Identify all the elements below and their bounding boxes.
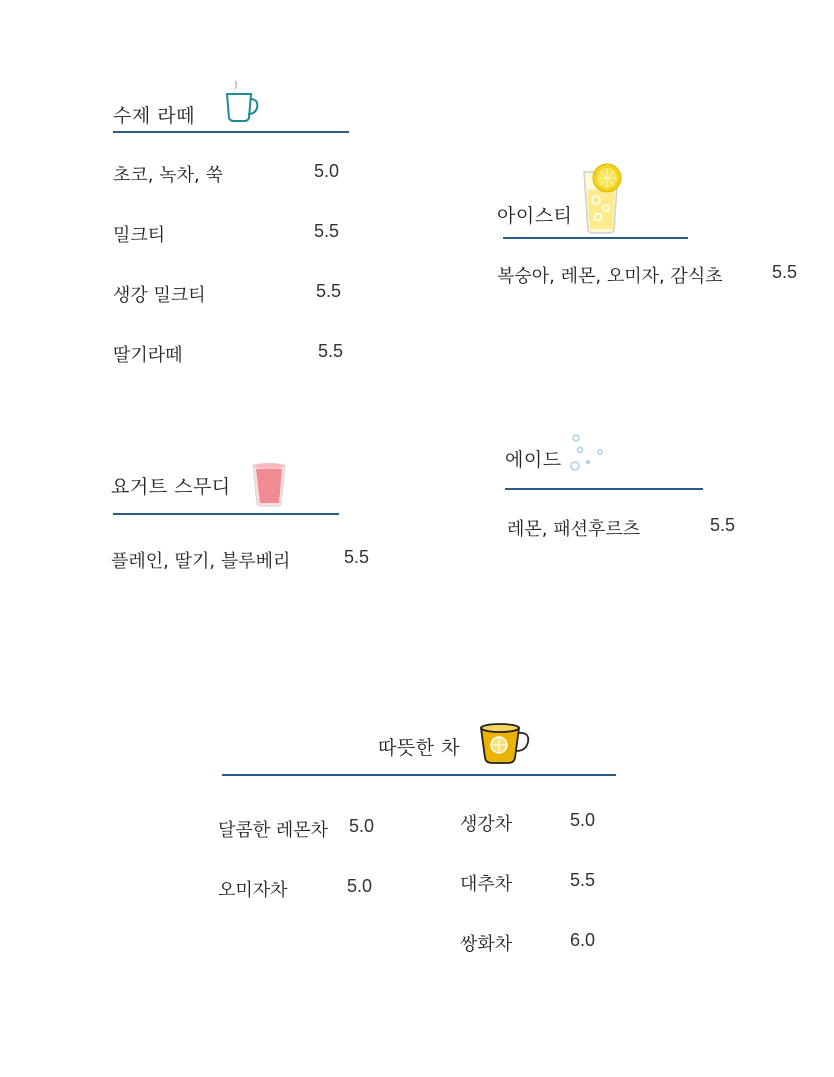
icetea-section-title: 아이스티 (497, 205, 573, 227)
smoothie-item-price: 5.5 (344, 547, 370, 567)
latte-item-price: 5.0 (314, 161, 340, 181)
hottea-item-price: 6.0 (570, 930, 596, 950)
hottea-divider (222, 774, 616, 776)
icetea-divider (503, 237, 688, 239)
icetea-item-name: 복숭아, 레몬, 오미자, 감식초 (497, 266, 723, 287)
latte-section-title: 수제 라떼 (113, 105, 195, 127)
soda-bubbles-icon (566, 432, 610, 476)
smoothie-divider (113, 513, 339, 515)
hottea-item-price: 5.0 (570, 810, 596, 830)
iced-lemon-tea-icon (578, 160, 628, 236)
ade-item-name: 레몬, 패션후르츠 (507, 519, 641, 540)
lemon-tea-cup-icon (477, 720, 533, 766)
hottea-item-name: 생강차 (460, 814, 513, 835)
hottea-item-name: 달콤한 레몬차 (218, 820, 329, 841)
hottea-item-name: 오미자차 (218, 880, 288, 901)
hottea-section-title: 따뜻한 차 (378, 737, 460, 759)
latte-item-name: 밀크티 (113, 225, 166, 246)
latte-item-name: 생강 밀크티 (113, 285, 206, 306)
smoothie-glass-icon (250, 458, 290, 508)
ade-item-price: 5.5 (710, 515, 736, 535)
hottea-item-price: 5.0 (347, 876, 373, 896)
hottea-item-name: 대추차 (460, 874, 513, 895)
latte-item-price: 5.5 (318, 341, 344, 361)
smoothie-section-title: 요거트 스무디 (111, 476, 231, 498)
latte-divider (113, 131, 349, 133)
hottea-item-name: 쌍화차 (460, 934, 513, 955)
coffee-mug-icon (222, 78, 262, 124)
icetea-item-price: 5.5 (772, 262, 798, 282)
ade-section-title: 에이드 (505, 449, 562, 471)
latte-item-price: 5.5 (314, 221, 340, 241)
hottea-item-price: 5.0 (349, 816, 375, 836)
latte-item-price: 5.5 (316, 281, 342, 301)
ade-divider (505, 488, 703, 490)
hottea-item-price: 5.5 (570, 870, 596, 890)
smoothie-item-name: 플레인, 딸기, 블루베리 (111, 551, 291, 572)
latte-item-name: 딸기라떼 (113, 345, 183, 366)
latte-item-name: 초코, 녹차, 쑥 (113, 165, 223, 186)
